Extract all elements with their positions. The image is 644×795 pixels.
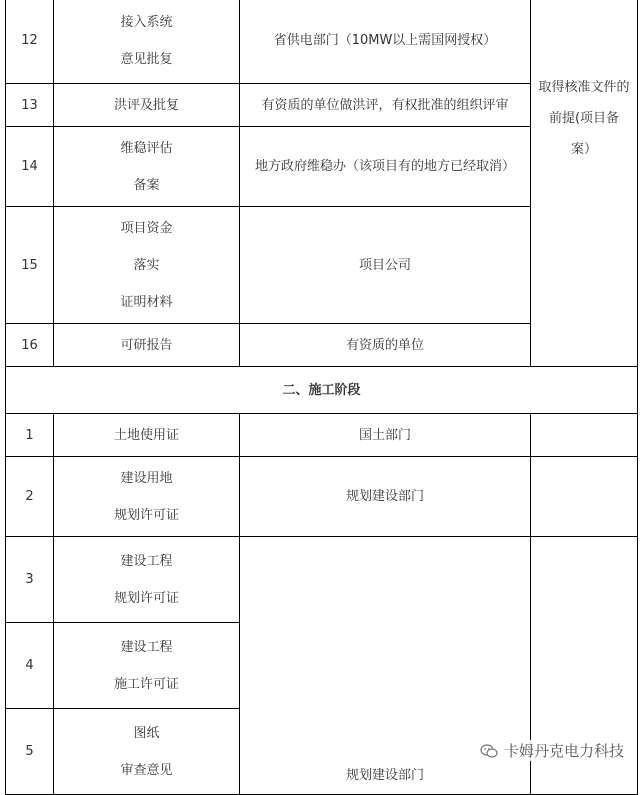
row-number: 15: [6, 207, 54, 324]
item-line: 规划许可证: [113, 507, 179, 523]
row-number: 3: [6, 537, 54, 623]
item-line: 审查意见: [120, 762, 173, 778]
item-name: [54, 414, 240, 457]
item-line: 建设工程: [120, 639, 173, 655]
item-name: [54, 84, 240, 127]
row-number: 4: [6, 623, 54, 709]
item-line: 证明材料: [120, 294, 173, 310]
row-number: 5: [6, 709, 54, 795]
section-title: 二、施工阶段: [6, 367, 638, 414]
row-number: 13: [6, 84, 54, 127]
note-cell: [531, 414, 638, 457]
item-line: 落实: [133, 257, 160, 273]
table-row: [6, 414, 638, 457]
item-line: 可研报告: [120, 337, 173, 353]
item-name: [54, 537, 240, 623]
department: 有资质的单位: [240, 324, 531, 367]
item-name: [54, 127, 240, 207]
item-line: 施工许可证: [113, 676, 179, 692]
row-number: 2: [6, 457, 54, 537]
item-line: 洪评及批复: [113, 97, 179, 113]
department: 有资质的单位做洪评，有权批准的组织评审: [240, 84, 531, 127]
item-line: 建设用地: [120, 470, 173, 486]
item-line: 土地使用证: [113, 427, 179, 443]
row-number: 12: [6, 0, 54, 84]
approval-table: [5, 0, 638, 795]
section-row: [6, 367, 638, 414]
side-note-line: 前提(项目备: [548, 111, 620, 126]
item-line: 意见批复: [120, 51, 173, 67]
row-number: 16: [6, 324, 54, 367]
watermark: [480, 740, 624, 761]
item-line: 图纸: [133, 725, 160, 741]
item-name: [54, 623, 240, 709]
note-cell: [531, 457, 638, 537]
side-note-line: 案）: [570, 142, 597, 157]
wechat-icon: [480, 744, 498, 758]
item-line: 规划许可证: [113, 590, 179, 606]
department: 地方政府维稳办（该项目有的地方已经取消）: [240, 127, 531, 207]
department: 国土部门: [240, 414, 531, 457]
row-number: 1: [6, 414, 54, 457]
table-row: [6, 0, 638, 84]
item-name: [54, 0, 240, 84]
watermark-text: 卡姆丹克电力科技: [503, 742, 624, 760]
item-line: 维稳评估: [120, 140, 173, 156]
department: 省供电部门（10MW以上需国网授权）: [240, 0, 531, 84]
item-name: [54, 457, 240, 537]
side-note: [531, 0, 638, 367]
department: 规划建设部门: [240, 537, 531, 795]
department: 项目公司: [240, 207, 531, 324]
department: 规划建设部门: [240, 457, 531, 537]
side-note-line: 取得核准文件的: [538, 80, 630, 95]
row-number: 14: [6, 127, 54, 207]
item-name: [54, 207, 240, 324]
table-row: [6, 537, 638, 623]
item-name: [54, 709, 240, 795]
item-line: 项目资金: [120, 220, 173, 236]
item-line: 接入系统: [120, 14, 173, 30]
item-line: 建设工程: [120, 553, 173, 569]
item-line: 备案: [133, 177, 160, 193]
item-name: [54, 324, 240, 367]
table-row: [6, 457, 638, 537]
